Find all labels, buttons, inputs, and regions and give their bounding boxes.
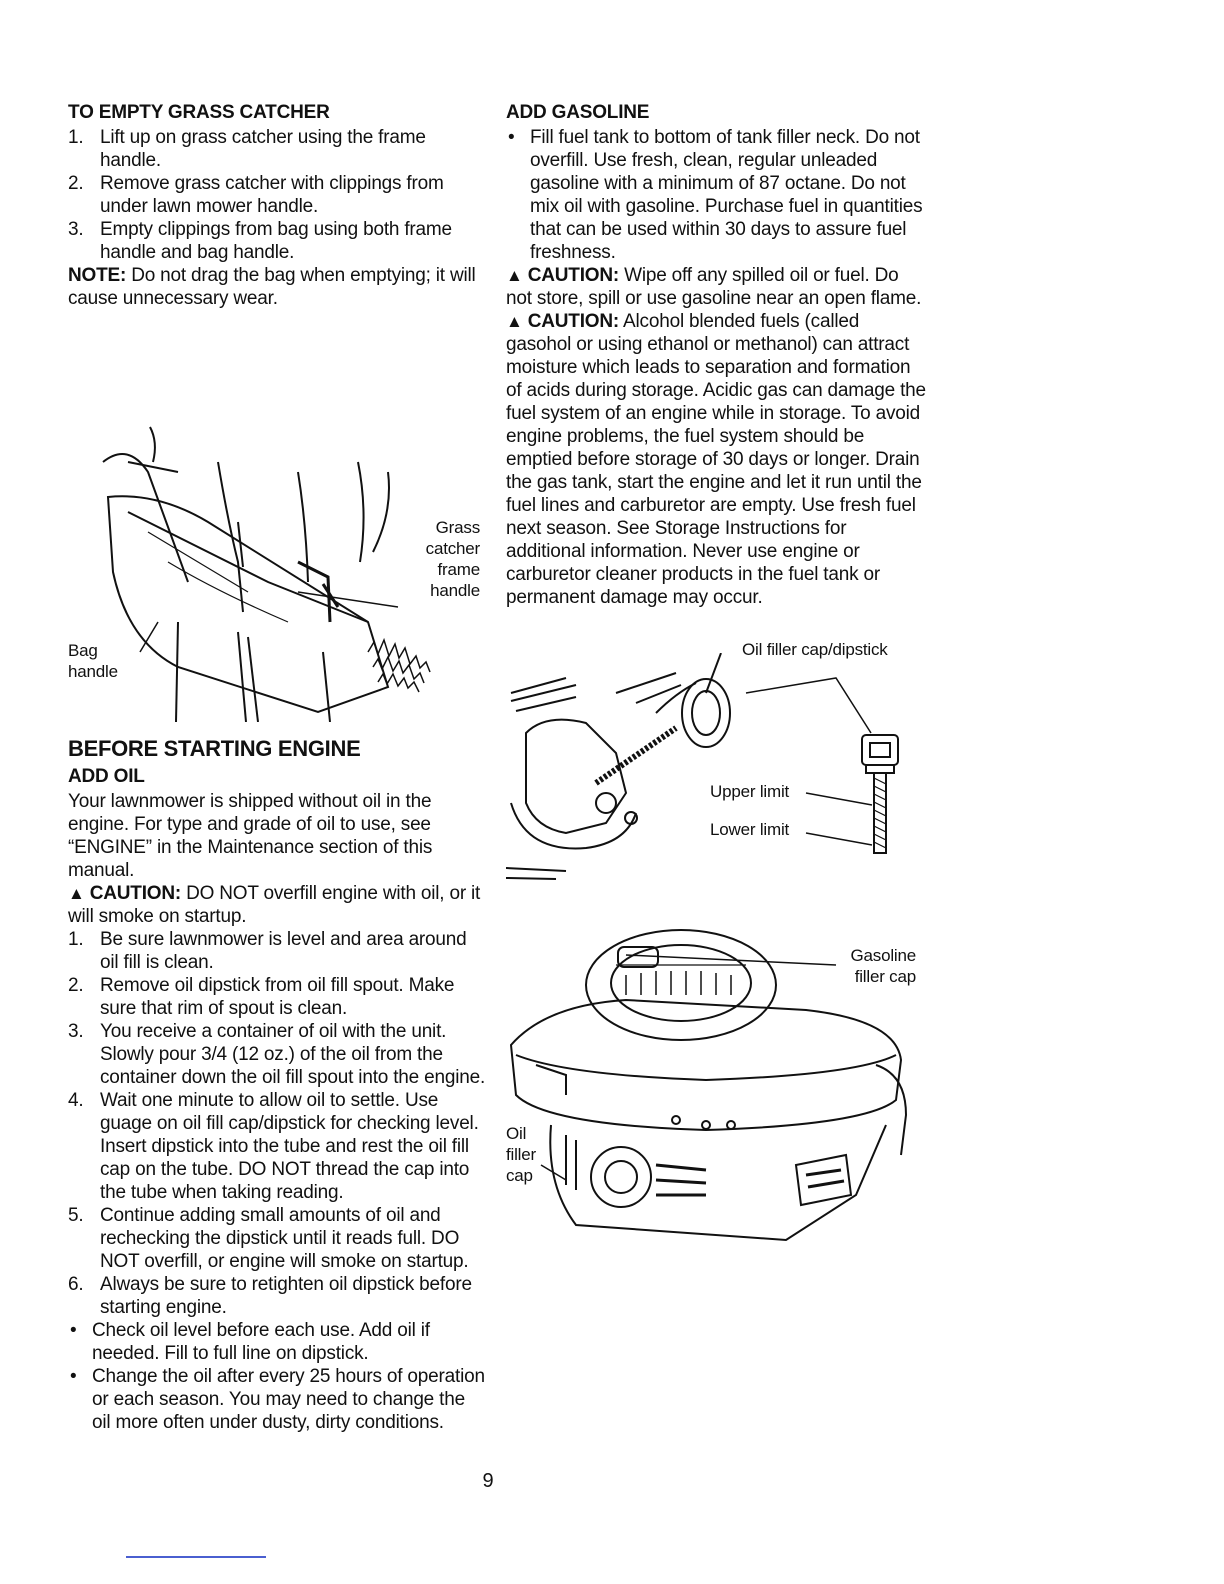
dipstick-figure: [506, 640, 926, 913]
oil-steps-list: [68, 928, 488, 1319]
footer-divider: [126, 1556, 266, 1558]
before-starting-engine-title: BEFORE STARTING ENGINE: [68, 736, 361, 761]
label-lower-limit: Lower limit: [710, 820, 790, 839]
label-oil-filler-cap: Oil filler cap: [506, 1124, 536, 1185]
note-paragraph: NOTE: Do not drag the bag when emptying; it will cause unnecessary wear.: [68, 265, 476, 309]
label-grass-catcher-frame-handle: Grass catcher frame handle: [425, 518, 480, 600]
left-column: [68, 100, 488, 1434]
add-oil-title: ADD OIL: [68, 766, 145, 787]
gas-caution-2: ▲ CAUTION: Alcohol blended fuels (called gasohol or using ethanol or methanol) can attract moisture which leads to separation and formation of acids during storage. Acidic gas can damage the fuel system of an engine while in storage. To avoid engine problems, the fuel system should be emptied before storage of 30 days or longer. Drain the gas tank, start the engine and let it run until the fuel lines and carburetor are empty. Use fresh fuel next season. See Storage Instructions for additional information. Never use engine or carburetor cleaner products in the fuel tank or permanent damage may occur.: [506, 311, 926, 608]
right-column: [506, 100, 926, 1245]
label-oil-filler-cap-dipstick: Oil filler cap/dipstick: [742, 640, 888, 659]
label-bag-handle: Bag handle: [68, 641, 118, 681]
list-item: 3. You receive a container of oil with the unit. Slowly pour 3/4 (12 oz.) of the oil from the container down the oil fill spout into the engine.: [68, 1021, 486, 1088]
list-item: 3. Empty clippings from bag using both frame handle and bag handle.: [68, 219, 452, 263]
add-oil-intro: Your lawnmower is shipped without oil in the engine. For type and grade of oil to use, see “ENGINE” in the Maintenance section of this manual.: [68, 791, 433, 881]
warning-triangle-icon: ▲: [506, 266, 523, 285]
empty-steps-list: [68, 126, 488, 264]
oil-bullets-list: [68, 1319, 488, 1434]
list-item: • Change the oil after every 25 hours of operation or each season. You may need to change the oil more often under dusty, dirty conditions.: [70, 1366, 485, 1433]
warning-triangle-icon: ▲: [68, 884, 85, 903]
warning-triangle-icon: ▲: [506, 312, 523, 331]
empty-grass-catcher-title: TO EMPTY GRASS CATCHER: [68, 102, 330, 123]
list-item: 1. Be sure lawnmower is level and area around oil fill is clean.: [68, 929, 467, 973]
oil-caution: ▲ CAUTION: DO NOT overfill engine with oil, or it will smoke on startup.: [68, 883, 481, 927]
grass-catcher-figure: [68, 322, 488, 732]
list-item: 6. Always be sure to retighten oil dipstick before starting engine.: [68, 1274, 472, 1318]
label-gasoline-filler-cap: Gasoline filler cap: [850, 946, 916, 986]
page-number: 9: [482, 1470, 494, 1492]
list-item: 4. Wait one minute to allow oil to settle. Use guage on oil fill cap/dipstick for checking level. Insert dipstick into the tube and rest the oil fill cap on the tube. DO NOT thread the cap into the tube when taking reading.: [68, 1090, 479, 1203]
list-item: 5. Continue adding small amounts of oil and rechecking the dipstick until it reads full. DO NOT overfill, or engine will smoke on startup.: [68, 1205, 469, 1272]
list-item: • Fill fuel tank to bottom of tank filler neck. Do not overfill. Use fresh, clean, regular unleaded gasoline with a minimum of 87 octane. Do not mix oil with gasoline. Purchase fuel in quantities that can be used within 30 days to assure fuel freshness.: [508, 127, 923, 263]
list-item: • Check oil level before each use. Add oil if needed. Fill to full line on dipstick.: [70, 1320, 430, 1364]
list-item: 1. Lift up on grass catcher using the frame handle.: [68, 127, 426, 171]
label-upper-limit: Upper limit: [710, 782, 790, 801]
add-gasoline-title: ADD GASOLINE: [506, 102, 650, 123]
list-item: 2. Remove oil dipstick from oil fill spout. Make sure that rim of spout is clean.: [68, 975, 455, 1019]
list-item: 2. Remove grass catcher with clippings from under lawn mower handle.: [68, 173, 444, 217]
engine-figure: [506, 925, 926, 1245]
gas-bullets-list: [506, 126, 926, 264]
gas-caution-1: ▲ CAUTION: Wipe off any spilled oil or fuel. Do not store, spill or use gasoline near an open flame.: [506, 265, 922, 309]
